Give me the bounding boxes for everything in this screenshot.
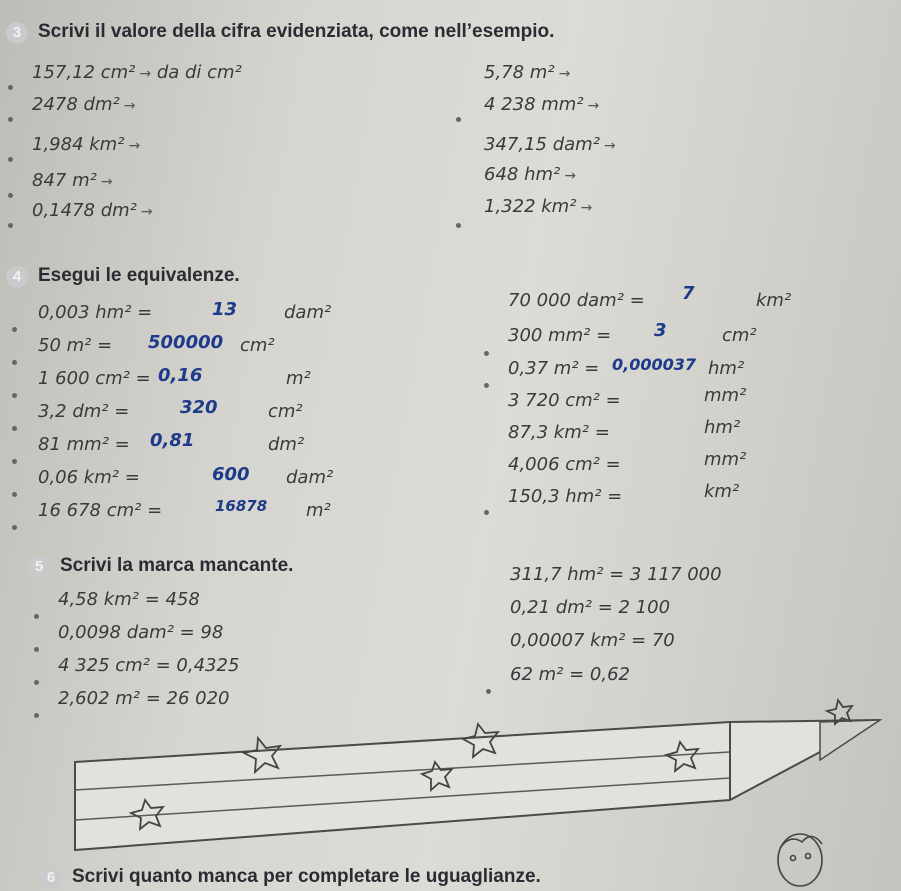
handwritten-answer: 0,000037 (612, 355, 697, 374)
bullet-icon (34, 703, 39, 722)
equivalence-unit: hm² (704, 417, 741, 438)
equivalence-unit: km² (756, 290, 792, 311)
equivalence-expression: 0,37 m² = (508, 358, 600, 379)
handwritten-answer: 13 (212, 299, 238, 320)
equivalence-unit: hm² (708, 358, 745, 379)
bullet-icon (12, 449, 17, 468)
equivalence-expression: 0,003 hm² = (38, 302, 153, 323)
exercise-3-item: 648 hm² → (484, 164, 576, 185)
equivalence-unit: dm² (268, 434, 305, 455)
equivalence-expression: 150,3 hm² = (508, 486, 623, 507)
exercise-title: Esegui le equivalenze. (38, 265, 240, 286)
exercise-3-item: 847 m² → (32, 170, 113, 191)
missing-unit-item: 0,21 dm² = 2 100 (510, 597, 671, 618)
bullet-icon (12, 515, 17, 534)
missing-unit-item: 2,602 m² = 26 020 (58, 688, 230, 709)
bullet-icon (12, 416, 17, 435)
bullet-icon (8, 75, 13, 94)
handwritten-answer: 320 (180, 397, 218, 418)
exercise-number: 3 (6, 22, 28, 44)
bullet-icon (12, 317, 17, 336)
handwritten-answer: 0,16 (158, 365, 203, 386)
exercise-title: Scrivi il valore della cifra evidenziata, come nell’esempio. (38, 21, 555, 42)
handwritten-answer: 0,81 (150, 430, 195, 451)
exercise-number: 4 (6, 266, 28, 288)
equivalence-unit: mm² (704, 385, 747, 406)
equivalence-unit: m² (306, 500, 331, 521)
bullet-icon (484, 341, 489, 360)
missing-unit-item: 4 325 cm² = 0,4325 (58, 655, 240, 676)
equivalence-unit: km² (704, 481, 740, 502)
missing-unit-item: 4,58 km² = 458 (58, 589, 200, 610)
exercise-3-item: 0,1478 dm² → (32, 200, 153, 221)
exercise-3-item: 1,984 km² → (32, 134, 141, 155)
bullet-icon (8, 147, 13, 166)
handwritten-answer: 500000 (148, 332, 224, 353)
bullet-icon (34, 604, 39, 623)
equivalence-expression: 87,3 km² = (508, 422, 610, 443)
bullet-icon (8, 183, 13, 202)
equivalence-expression: 1 600 cm² = (38, 368, 151, 389)
bullet-icon (12, 350, 17, 369)
exercise-title: Scrivi la marca mancante. (60, 555, 294, 576)
missing-unit-item: 0,0098 dam² = 98 (58, 622, 224, 643)
exercise-4-heading (6, 265, 240, 288)
exercise-3-item: 5,78 m² → (484, 62, 571, 83)
missing-unit-item: 62 m² = 0,62 (510, 664, 630, 685)
exercise-3-item: 4 238 mm² → (484, 94, 600, 115)
equivalence-expression: 3,2 dm² = (38, 401, 130, 422)
equivalence-expression: 81 mm² = (38, 434, 130, 455)
equivalence-expression: 300 mm² = (508, 325, 612, 346)
equivalence-expression: 4,006 cm² = (508, 454, 621, 475)
exercise-3-item: 347,15 dam² → (484, 134, 616, 155)
child-drawing (778, 834, 822, 886)
missing-unit-item: 0,00007 km² = 70 (510, 630, 675, 651)
bullet-icon (486, 679, 491, 698)
exercise-3-item: 2478 dm² → (32, 94, 136, 115)
bullet-icon (484, 500, 489, 519)
bullet-icon (12, 482, 17, 501)
exercise-6-heading (40, 866, 541, 889)
equivalence-expression: 70 000 dam² = (508, 290, 645, 311)
exercise-number: 6 (40, 867, 62, 889)
bullet-icon (34, 637, 39, 656)
bullet-icon (456, 213, 461, 232)
equivalence-expression: 0,06 km² = (38, 467, 140, 488)
example-answer: da di cm² (156, 62, 242, 83)
missing-unit-item: 311,7 hm² = 3 117 000 (510, 564, 722, 585)
handwritten-answer: 600 (212, 464, 250, 485)
bullet-icon (8, 213, 13, 232)
bullet-icon (34, 670, 39, 689)
equivalence-unit: cm² (722, 325, 757, 346)
exercise-3-heading (6, 21, 554, 44)
equivalence-expression: 3 720 cm² = (508, 390, 621, 411)
exercise-3-item: 157,12 cm² → da di cm² (32, 62, 242, 83)
equivalence-unit: dam² (286, 467, 334, 488)
equivalence-unit: cm² (240, 335, 275, 356)
equivalence-unit: mm² (704, 449, 747, 470)
handwritten-answer: 16878 (215, 497, 268, 515)
equivalence-unit: dam² (284, 302, 332, 323)
bullet-icon (456, 107, 461, 126)
exercise-title: Scrivi quanto manca per completare le uguaglianze. (72, 866, 541, 887)
equivalence-expression: 50 m² = (38, 335, 113, 356)
exercise-5-heading (28, 555, 293, 578)
handwritten-answer: 3 (654, 320, 667, 341)
bullet-icon (8, 107, 13, 126)
equivalence-unit: cm² (268, 401, 303, 422)
exercise-number: 5 (28, 556, 50, 578)
bullet-icon (484, 373, 489, 392)
exercise-3-item: 1,322 km² → (484, 196, 593, 217)
handwritten-answer: 7 (682, 283, 695, 304)
bullet-icon (12, 383, 17, 402)
equivalence-unit: m² (286, 368, 311, 389)
equivalence-expression: 16 678 cm² = (38, 500, 163, 521)
